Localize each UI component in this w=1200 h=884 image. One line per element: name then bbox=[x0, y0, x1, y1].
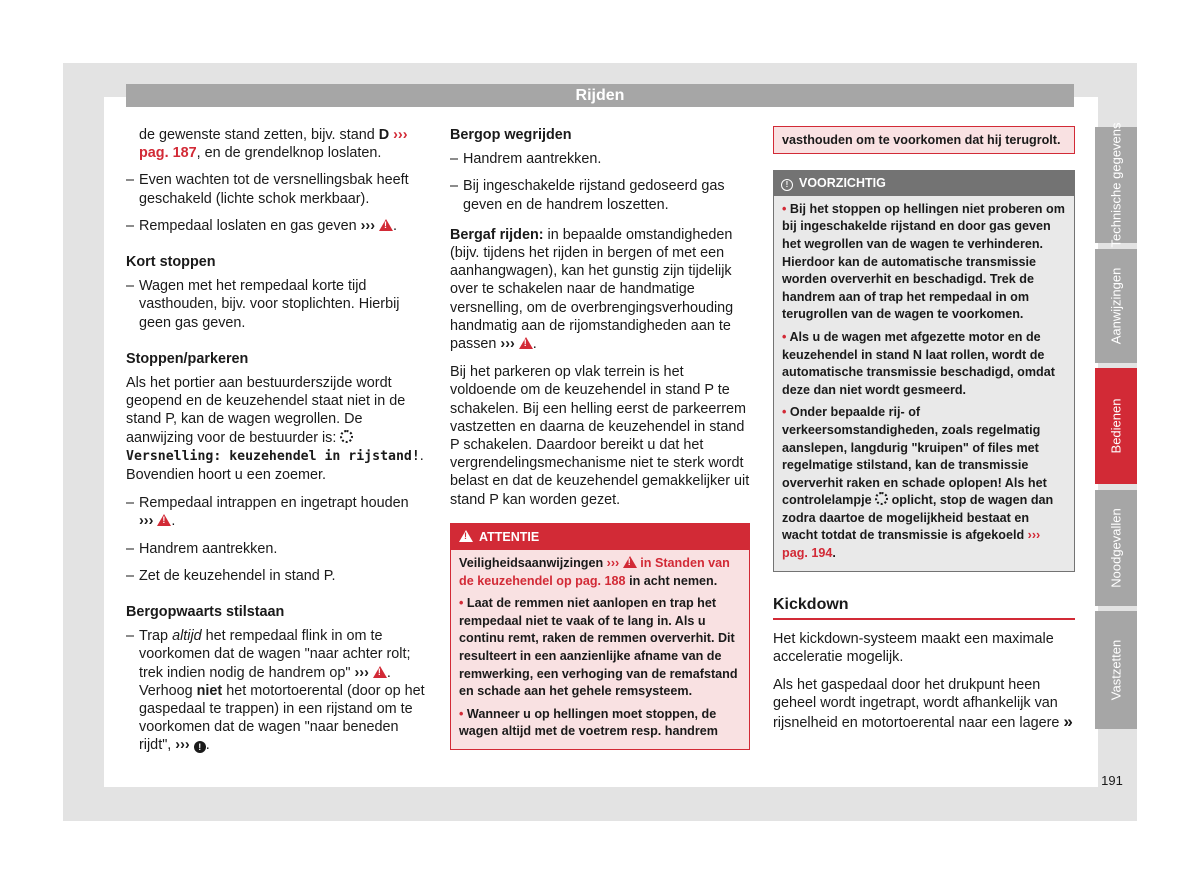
attentie-header: !ATTENTIE bbox=[451, 524, 749, 550]
list-item: – Bij ingeschakelde rijstand gedoseerd gas geven en de handrem loszetten. bbox=[450, 177, 750, 213]
stop-circle-icon[interactable]: ! bbox=[194, 741, 206, 753]
page-number: 191 bbox=[1101, 773, 1123, 788]
heading-stoppen-parkeren: Stoppen/parkeren bbox=[126, 350, 249, 367]
list-item: – Handrem aantrekken. bbox=[450, 150, 750, 168]
list-item: • Onder bepaalde rij- of verkeersomstandigheden, zoals regelmatig aanslepen, langdurig "kruipen" of files met regelmatige stilstand, kan de transmissie oververhit raken en schade oplopen! Als het controlelampje oplicht, stop de wagen dan zodra daartoe de mogelijkheid bestaat en wacht totdat de transmissie is afgekoeld ››› pag. 194. bbox=[782, 405, 1054, 561]
heading-bergopwaarts: Bergopwaarts stilstaan bbox=[126, 604, 285, 621]
list-item: • Laat de remmen niet aanlopen en trap het rempedaal niet te vaak of te lang in. Als u continu remt, raken de remmen oververhit. Dit resulteert in een aanzienlijke afname van de remwerking, een verhoging van de remafstand en schade aan het gehele remsysteem. bbox=[459, 596, 738, 699]
cross-ref-link[interactable]: pag. 194 bbox=[782, 546, 833, 561]
heading-kort-stoppen: Kort stoppen bbox=[126, 254, 216, 271]
tab-bedienen[interactable]: Bedienen bbox=[1095, 368, 1137, 484]
warning-triangle-icon[interactable] bbox=[373, 666, 387, 678]
list-item: – Wagen met het rempedaal korte tijd vasthouden, bijv. voor stoplichten. Hierbij geen gas geven. bbox=[126, 277, 426, 332]
kickdown-paragraph: Het kickdown-systeem maakt een maximale acceleratie mogelijk. bbox=[773, 630, 1054, 666]
voorzichtig-box bbox=[773, 170, 1075, 572]
heading-kickdown: Kickdown bbox=[773, 596, 1075, 620]
warning-triangle-icon[interactable] bbox=[379, 219, 393, 231]
tab-vastzetten[interactable]: Vastzetten bbox=[1095, 611, 1137, 729]
cross-ref-link[interactable]: in Standen van de keuzehendel op pag. 188 bbox=[459, 556, 730, 588]
attentie-body: Veiligheidsaanwijzingen ››› ! in Standen van de keuzehendel op pag. 188 in acht nemen. • Laat de remmen niet aanlopen en trap het rempedaal niet te vaak of te lang in. Als u continu remt, raken de remmen oververhit. Dit resulteert in een aanzienlijke afname van de remwerking, een verhoging van de remafstand en schade aan het gehele remsysteem. • Wanneer u op hellingen moet stoppen, de wagen altijd met de voetrem resp. handrem bbox=[451, 550, 749, 749]
section-header: Rijden bbox=[126, 84, 1074, 107]
list-item: – Rempedaal loslaten en gas geven ››› ! . bbox=[126, 217, 426, 235]
kickdown-paragraph: Als het gaspedaal door het drukpunt heen geheel wordt ingetrapt, wordt afhankelijk van rijsnelheid en motortoerental naar een lagere » bbox=[773, 677, 1073, 731]
list-item: • Als u de wagen met afgezette motor en de keuzehendel in stand N laat rollen, wordt de automatische transmissie beschadigd, omdat deze dan niet wordt gesmeerd. bbox=[782, 329, 1055, 397]
warning-triangle-icon[interactable] bbox=[623, 556, 637, 568]
intro-paragraph: de gewenste stand zetten, bijv. stand D ››› pag. 187, en de grendelknop loslaten. bbox=[139, 127, 408, 162]
list-item: – Trap altijd het rempedaal flink in om te voorkomen dat de wagen "naar achter rolt; trek indien nodig de handrem op" ››› ! . Verhoog niet het motortoerental (door op het gaspedaal te trappen) in een rijstand om te voorkomen dat de wagen "naar beneden rijdt", ››› ! . bbox=[126, 627, 426, 754]
gear-indicator-icon bbox=[875, 492, 888, 505]
gear-indicator-icon bbox=[340, 430, 353, 443]
list-item: • Bij het stoppen op hellingen niet proberen om bij ingeschakelde rijstand en door gas geven het wegrollen van de wagen te verhinderen. Hierdoor kan de automatische transmissie worden oververhit en beschadigd. Trek de handrem aan of trap het rempedaal in om terugrollen van de wagen te voorkomen. bbox=[782, 201, 1065, 322]
column-3 bbox=[773, 126, 1075, 742]
warning-triangle-icon[interactable] bbox=[519, 337, 533, 349]
parking-paragraph: Bij het parkeren op vlak terrein is het voldoende om de keuzehendel in stand P te schakelen. Bij een helling eerst de parkeerrem vastzetten en daarna de keuzehendel in stand P schakelen. Daardoor bereikt u dat het vergrendelingsmechanisme niet te sterk wordt belast en dat de keuzehendel gemakkelijker uit stand P kan worden gezet. bbox=[450, 364, 750, 508]
warning-triangle-icon bbox=[459, 530, 473, 542]
bergaf-paragraph: Bergaf rijden: in bepaalde omstandigheden (bijv. tijdens het rijden in bergen of met een aanhangwagen), kan het gunstig zijn tijdelijk over te schakelen naar de handmatige versnelling, om de overbrengingsverhouding handmatig aan de rijomstandigheden aan te passen ››› ! . bbox=[450, 226, 750, 353]
list-item: • Wanneer u op hellingen moet stoppen, de wagen altijd met de voetrem resp. handrem bbox=[459, 706, 718, 739]
caution-circle-icon: ! bbox=[781, 179, 793, 191]
cross-ref-link[interactable]: pag. 187 bbox=[139, 145, 197, 162]
stop-paragraph: Als het portier aan bestuurderszijde wordt geopend en de keuzehendel staat niet in de stand P, kan de wagen wegrollen. De aanwijzing voor de bestuurder is: Versnelling: keuzehendel in rijstand!. Bovendien hoort u een zoemer. bbox=[126, 375, 424, 484]
continue-arrow-icon[interactable]: » bbox=[1063, 711, 1073, 731]
attentie-box bbox=[450, 523, 750, 750]
tab-aanwijzingen[interactable]: Aanwijzingen bbox=[1095, 249, 1137, 363]
list-item: – Handrem aantrekken. bbox=[126, 540, 426, 558]
display-message: Versnelling: keuzehendel in rijstand! bbox=[126, 448, 420, 464]
tab-technische-gegevens[interactable]: Technische gegevens bbox=[1095, 127, 1137, 243]
list-item: – Rempedaal intrappen en ingetrapt houden ››› ! . bbox=[126, 494, 426, 530]
column-2 bbox=[450, 126, 750, 750]
attentie-box-continued bbox=[773, 126, 1075, 154]
list-item: – Even wachten tot de versnellingsbak heeft geschakeld (lichte schok merkbaar). bbox=[126, 171, 426, 207]
warning-triangle-icon[interactable] bbox=[157, 514, 171, 526]
attentie-continued-body: vasthouden om te voorkomen dat hij terugrolt. bbox=[782, 133, 1061, 147]
list-item: – Zet de keuzehendel in stand P. bbox=[126, 567, 426, 585]
heading-bergop-wegrijden: Bergop wegrijden bbox=[450, 127, 572, 143]
cross-ref-arrow: ››› bbox=[393, 127, 408, 143]
voorzichtig-body bbox=[773, 196, 1075, 572]
voorzichtig-header: ! VOORZICHTIG bbox=[773, 170, 1075, 196]
tab-noodgevallen[interactable]: Noodgevallen bbox=[1095, 490, 1137, 606]
column-1 bbox=[126, 126, 426, 764]
